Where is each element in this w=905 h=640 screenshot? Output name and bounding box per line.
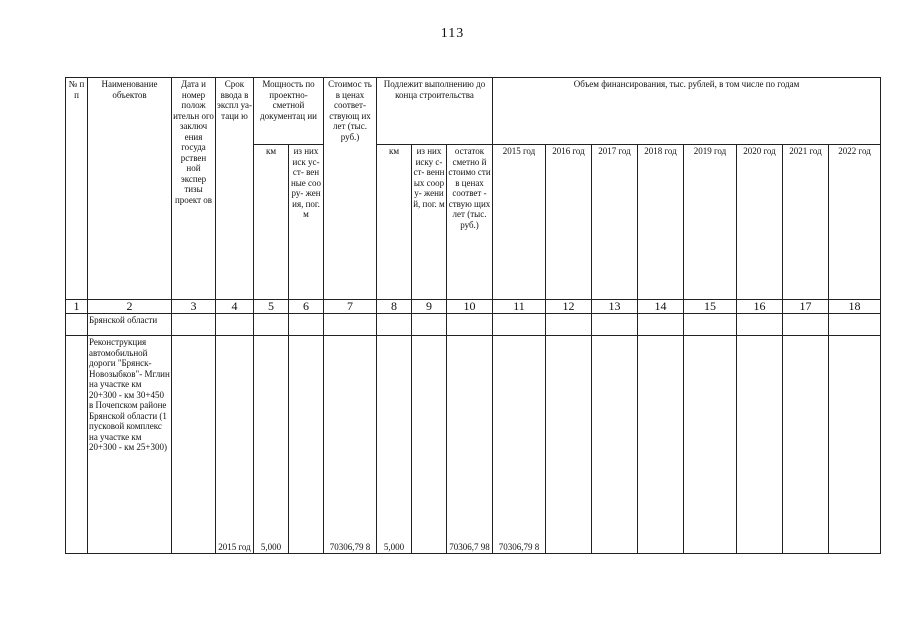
col-number: 6 — [289, 300, 324, 314]
col-number: 2 — [88, 300, 172, 314]
header-cost: Стоимос ть в ценах соответ- ствующ их лет (тыс. руб.) — [324, 78, 377, 300]
header-year-2016: 2016 год — [546, 145, 592, 300]
table-row — [66, 336, 881, 554]
commission-year: 2015 год — [216, 336, 254, 554]
col-number: 8 — [377, 300, 412, 314]
capacity-km: 5,000 — [254, 336, 289, 554]
header-cap-km: км — [254, 145, 289, 300]
col-number: 10 — [447, 300, 493, 314]
col-number: 17 — [783, 300, 829, 314]
header-year-2022: 2022 год — [829, 145, 881, 300]
remaining-cost-value: 70306,7 98 — [447, 336, 493, 554]
financing-table — [65, 77, 881, 554]
remaining-km: 5,000 — [377, 336, 412, 554]
header-km: км — [377, 145, 412, 300]
header-expertise: Дата и номер полож ительн ого заключ ения госуда рствен ной экспер тизы проект ов — [172, 78, 216, 300]
header-name: Наименование объектов — [88, 78, 172, 300]
col-number: 5 — [254, 300, 289, 314]
col-number: 1 — [66, 300, 88, 314]
col-number: 9 — [412, 300, 447, 314]
col-number: 15 — [684, 300, 737, 314]
header-structures: из них иску с-ст- венн ых соор у- жени й, пог. м — [412, 145, 447, 300]
header-remaining-cost: остаток сметно й стоимо сти в ценах соответ - ствую щих лет (тыс. руб.) — [447, 145, 493, 300]
col-number: 11 — [493, 300, 546, 314]
col-number: 12 — [546, 300, 592, 314]
col-number: 4 — [216, 300, 254, 314]
region-name: Брянской области — [88, 314, 172, 336]
header-to-complete: Подлежит выполнению до конца строительства — [377, 78, 493, 145]
header-cap-structures: из них иск ус- ст- вен ные соо ру- жен ия, пог. м — [289, 145, 324, 300]
col-number: 7 — [324, 300, 377, 314]
header-year-2015: 2015 год — [493, 145, 546, 300]
col-number: 3 — [172, 300, 216, 314]
table-row — [66, 314, 881, 336]
header-capacity: Мощность по проектно- сметной документац ии — [254, 78, 324, 145]
cost-value: 70306,79 8 — [324, 336, 377, 554]
header-year-2018: 2018 год — [638, 145, 684, 300]
financing-2015-value: 70306,79 8 — [493, 336, 546, 554]
header-num: № п п — [66, 78, 88, 300]
col-number: 16 — [737, 300, 783, 314]
header-year-2020: 2020 год — [737, 145, 783, 300]
col-number: 13 — [592, 300, 638, 314]
header-year-2019: 2019 год — [684, 145, 737, 300]
header-row-1 — [66, 78, 881, 145]
column-number-row — [66, 300, 881, 314]
header-year-2017: 2017 год — [592, 145, 638, 300]
object-name: Реконструкция автомобильной дороги "Брянск- Новозыбков"- Мглин на участке км 20+300 - км 30+450 в Почепском районе Брянской области (1 пусковой комплекс на участке км 20+300 - км 25+300) — [88, 336, 172, 554]
header-commission: Срок ввода в экспл уа- таци ю — [216, 78, 254, 300]
header-financing: Объем финансирования, тыс. рублей, в том числе по годам — [493, 78, 881, 145]
page-number: 113 — [440, 26, 465, 41]
col-number: 14 — [638, 300, 684, 314]
header-year-2021: 2021 год — [783, 145, 829, 300]
col-number: 18 — [829, 300, 881, 314]
